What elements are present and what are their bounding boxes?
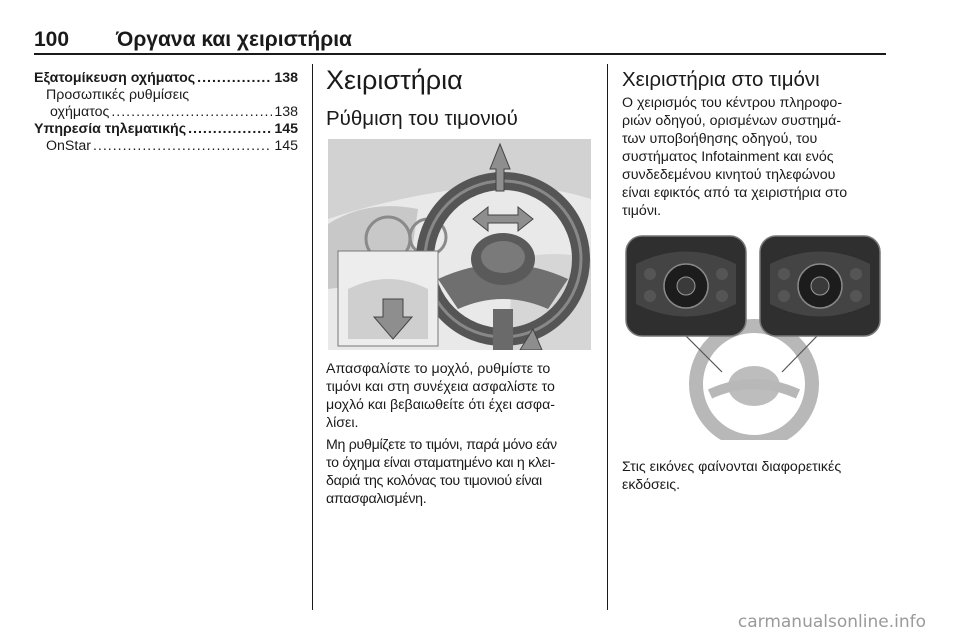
text-line: τιμόνι και στη συνέχεια ασφαλίστε το [326,379,555,395]
toc-leader [93,138,272,155]
text-line: Ο χειρισμός του κέντρου πληροφο- [622,95,843,111]
text-line: συστήματος Infotainment και ενός [622,149,834,165]
wheel-controls-column [622,64,886,220]
column-divider-2 [607,64,608,610]
subsection-title: Ρύθμιση του τιμονιού [326,107,518,130]
toc-entry[interactable] [34,70,298,87]
paragraph [622,458,886,494]
toc-page: 138 [274,70,298,86]
text-line: το όχημα είναι σταματημένο και η κλει- [326,455,555,471]
toc-column [34,70,298,155]
steering-wheel-illustration [328,139,591,350]
toc-subentry-label[interactable]: Προσωπικές ρυθμίσεις [46,87,190,103]
paragraph [326,360,600,432]
header-rule [34,53,886,55]
text-line: συνδεδεμένου κινητού τηλεφώνου [622,167,836,183]
text-line: τιμόνι. [622,203,662,219]
wheel-controls-illustration [624,234,882,440]
section-title: Χειριστήρια στο τιμόνι [622,68,820,91]
page-header [34,28,886,54]
chapter-title: Όργανα και χειριστήρια [116,28,352,51]
text-line: μοχλό και βεβαιωθείτε ότι έχει ασφα- [326,397,556,413]
toc-leader [197,70,272,87]
toc-subentry[interactable] [34,104,298,121]
page-number: 100 [34,28,70,51]
toc-page: 145 [274,138,298,154]
toc-label: OnStar [46,138,91,154]
text-line: Μη ρυθμίζετε το τιμόνι, παρά μόνο εάν [326,437,557,453]
toc-subentry[interactable] [34,138,298,155]
text-line: δαριά της κολόνας του τιμονιού είναι [326,473,542,489]
text-line: είναι εφικτός από τα χειριστήρια στο [622,185,848,201]
text-line: των υποβοήθησης οδηγού, του [622,131,818,147]
paragraph [326,436,600,508]
toc-label: Υπηρεσία τηλεματικής [34,121,187,137]
text-line: ριών οδηγού, ορισμένων συστημά- [622,113,842,129]
toc-leader [111,104,272,121]
toc-label: Εξατομίκευση οχήματος [34,70,196,86]
toc-label: οχήματος [50,104,110,120]
steering-adjust-figure [328,139,591,350]
text-line: εκδόσεις. [622,477,681,493]
text-line: Απασφαλίστε το μοχλό, ρυθμίστε το [326,361,551,377]
text-line: λίσει. [326,415,359,431]
column-divider-1 [312,64,313,610]
toc-page: 138 [274,104,298,120]
watermark: carmanualsonline.info [737,612,926,632]
toc-entry[interactable] [34,121,298,138]
section-title: Χειριστήρια [326,65,463,95]
controls-column [326,64,600,132]
toc-leader [188,121,272,138]
wheel-controls-note [622,458,886,494]
paragraph [622,94,886,220]
text-line: απασφαλισμένη. [326,491,427,507]
toc-page: 145 [274,121,298,137]
text-line: Στις εικόνες φαίνονται διαφορετικές [622,459,842,475]
wheel-controls-figure [624,234,882,440]
controls-text [326,360,600,508]
